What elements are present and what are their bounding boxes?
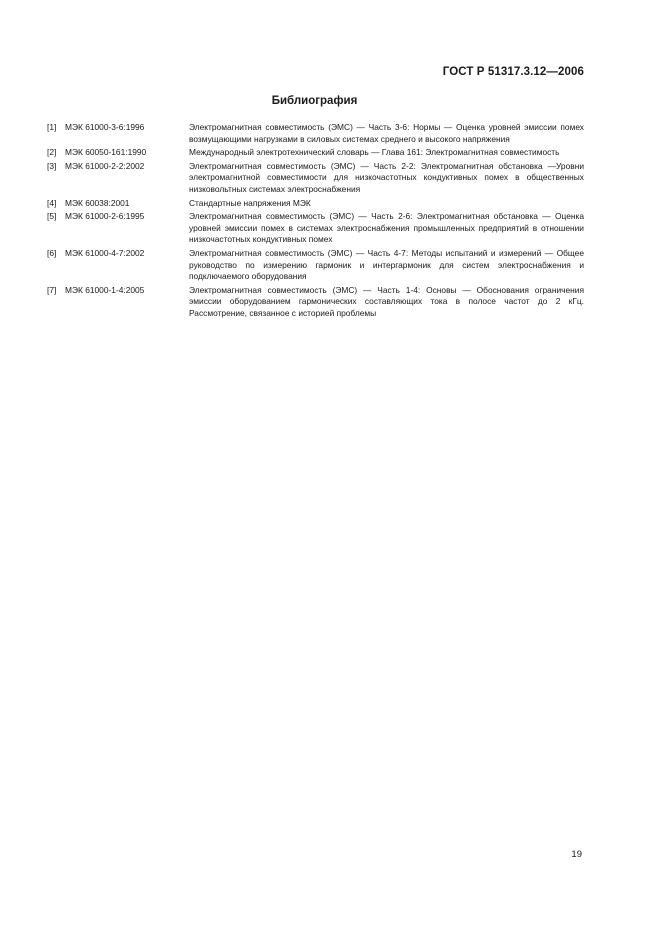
reference-code: МЭК 61000-2-2:2002	[65, 160, 145, 171]
reference-number: [3]	[47, 160, 57, 171]
reference-code: МЭК 61000-2-6:1995	[65, 211, 145, 222]
reference-title: Электромагнитная совместимость (ЭМС) — Часть 2-6: Электромагнитная обстановка — Оценка уровней эмиссии помех в системах электроснабжения промышленных предприятий в отношении низкочастотных кондуктивных помех	[189, 211, 584, 245]
reference-item	[47, 248, 584, 283]
reference-title: Международный электротехнический словарь — Глава 161: Электромагнитная совместимость	[189, 147, 560, 158]
reference-item	[47, 147, 584, 159]
reference-code: МЭК 60038:2001	[65, 197, 130, 208]
reference-title: Электромагнитная совместимость (ЭМС) — Часть 3-6: Нормы — Оценка уровней эмиссии помех возмущающими нагрузками в силовых системах среднего и высокого напряжения	[189, 122, 584, 144]
reference-number: [2]	[47, 147, 57, 158]
reference-title: Электромагнитная совместимость (ЭМС) — Часть 2-2: Электромагнитная обстановка —Уровни электромагнитной совместимости для низкочастотных кондуктивных помех в общественных низковольтных системах электроснабжения	[189, 160, 584, 194]
reference-title: Стандартные напряжения МЭК	[189, 197, 311, 208]
reference-number: [6]	[47, 247, 57, 258]
reference-code: МЭК 60050-161:1990	[65, 147, 147, 158]
reference-number: [1]	[47, 122, 57, 132]
reference-item	[47, 211, 584, 246]
reference-item	[47, 161, 584, 196]
reference-code: МЭК 61000-1-4:2005	[65, 284, 145, 295]
reference-number: [7]	[47, 284, 57, 295]
section-title	[0, 95, 661, 107]
reference-number: [4]	[47, 197, 57, 208]
reference-code: МЭК 61000-4-7:2002	[65, 247, 145, 258]
reference-list	[47, 122, 584, 322]
reference-number: [5]	[47, 211, 57, 222]
reference-item	[47, 198, 584, 210]
standard-designation: ГОСТ Р 51317.3.12—2006	[442, 66, 584, 78]
page-number: 19	[571, 849, 582, 860]
section-title-text: Библиография	[271, 95, 358, 107]
reference-item	[47, 122, 584, 145]
reference-title: Электромагнитная совместимость (ЭМС) — Часть 1-4: Основы — Обоснования ограничения эмиссии оборудованием гармонических составляющих тока в полосе частот до 2 кГц. Рассмотрение, связанное с историей проблемы	[189, 284, 584, 318]
reference-code: МЭК 61000-3-6:1996	[65, 122, 145, 132]
reference-item	[47, 285, 584, 320]
reference-title: Электромагнитная совместимость (ЭМС) — Часть 4-7: Методы испытаний и измерений — Общее руководство по измерению гармоник и интергармоник для систем электроснабжения и подключаемого оборудования	[189, 247, 584, 282]
